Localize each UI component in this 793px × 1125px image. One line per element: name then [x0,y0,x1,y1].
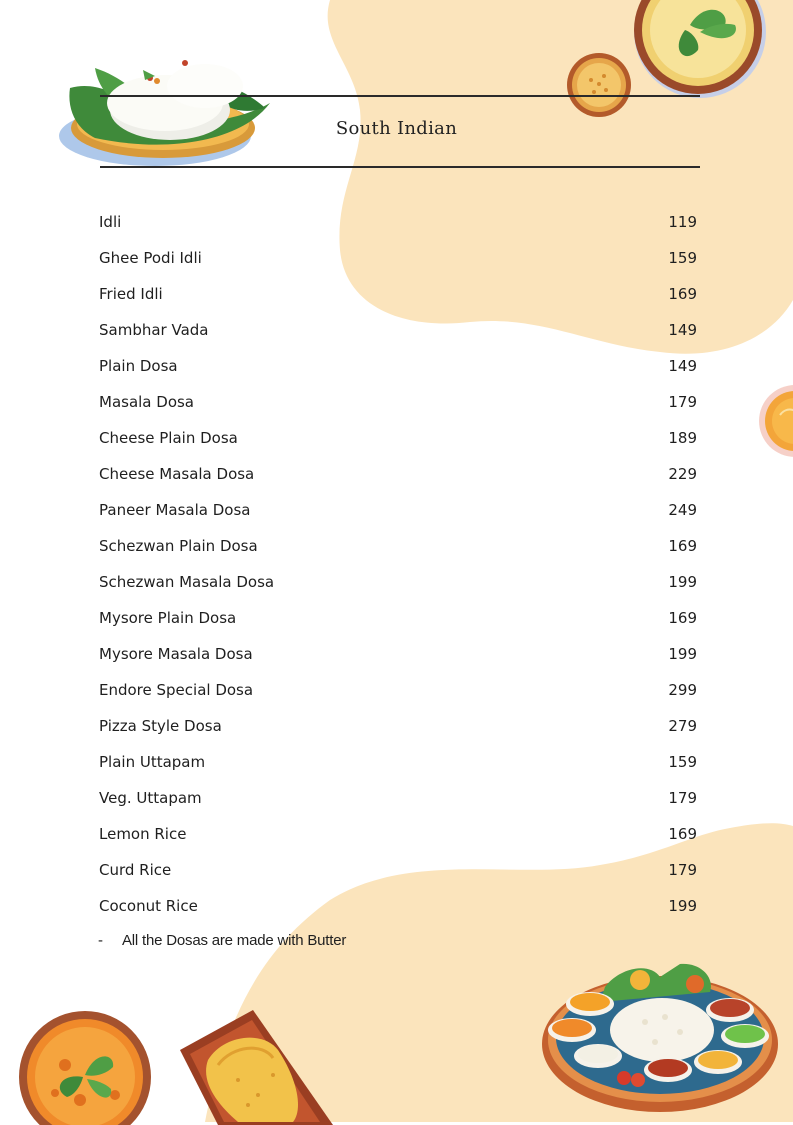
menu-item-name: Mysore Plain Dosa [99,609,237,627]
menu-item-price: 299 [668,681,697,699]
menu-item-price: 169 [668,285,697,303]
menu-item [98,600,698,636]
menu-item [98,780,698,816]
menu-item-name: Schezwan Masala Dosa [99,573,275,591]
menu-item-price: 229 [668,465,697,483]
menu-item [98,420,698,456]
menu-item [98,384,698,420]
menu-item [98,852,698,888]
menu-list [98,204,698,924]
menu-item-name: Plain Dosa [99,357,178,375]
menu-item [98,888,698,924]
menu-item-price: 149 [668,357,697,375]
title-rule-bottom [100,166,700,168]
menu-item [98,672,698,708]
dosa-tray-icon [178,1010,338,1125]
menu-item-name: Coconut Rice [99,897,198,915]
menu-item-price: 119 [668,213,697,231]
menu-item [98,564,698,600]
title-rule-top [100,95,700,97]
menu-item [98,708,698,744]
grain-bowl-icon [566,52,632,118]
menu-item-name: Idli [99,213,122,231]
menu-item-price: 199 [668,645,697,663]
menu-item [98,528,698,564]
menu-item-price: 179 [668,393,697,411]
note-dash: - [98,932,103,949]
menu-item [98,636,698,672]
menu-item [98,744,698,780]
menu-item-name: Cheese Masala Dosa [99,465,255,483]
menu-item-name: Endore Special Dosa [99,681,254,699]
menu-item-name: Fried Idli [99,285,163,303]
menu-item [98,276,698,312]
menu-item-name: Cheese Plain Dosa [99,429,238,447]
menu-item-price: 249 [668,501,697,519]
menu-item-price: 179 [668,861,697,879]
menu-item-name: Ghee Podi Idli [99,249,202,267]
menu-item-name: Pizza Style Dosa [99,717,222,735]
menu-item [98,816,698,852]
menu-item-name: Mysore Masala Dosa [99,645,253,663]
menu-item-name: Lemon Rice [99,825,187,843]
menu-item-price: 159 [668,753,697,771]
pulao-bowl-icon [630,0,770,100]
idli-plate-icon [55,48,275,173]
menu-item-price: 169 [668,825,697,843]
menu-item-price: 199 [668,897,697,915]
menu-item [98,240,698,276]
menu-item-name: Schezwan Plain Dosa [99,537,258,555]
menu-item-price: 169 [668,537,697,555]
menu-item-name: Paneer Masala Dosa [99,501,251,519]
menu-item-price: 279 [668,717,697,735]
orange-drink-icon [745,385,793,457]
curry-bowl-icon [15,1005,160,1125]
footer-note [98,932,346,949]
menu-item-name: Plain Uttapam [99,753,206,771]
menu-item-price: 159 [668,249,697,267]
menu-item-price: 149 [668,321,697,339]
menu-item-name: Sambhar Vada [99,321,209,339]
note-text: All the Dosas are made with Butter [122,932,347,949]
menu-item-name: Veg. Uttapam [99,789,202,807]
menu-item [98,312,698,348]
menu-item [98,492,698,528]
menu-item-name: Masala Dosa [99,393,195,411]
thali-plate-icon [540,962,780,1114]
menu-item-name: Curd Rice [99,861,172,879]
menu-item [98,204,698,240]
menu-item-price: 179 [668,789,697,807]
menu-item [98,348,698,384]
page-title: South Indian [335,118,458,139]
menu-item-price: 199 [668,573,697,591]
menu-item [98,456,698,492]
menu-item-price: 189 [668,429,697,447]
menu-item-price: 169 [668,609,697,627]
